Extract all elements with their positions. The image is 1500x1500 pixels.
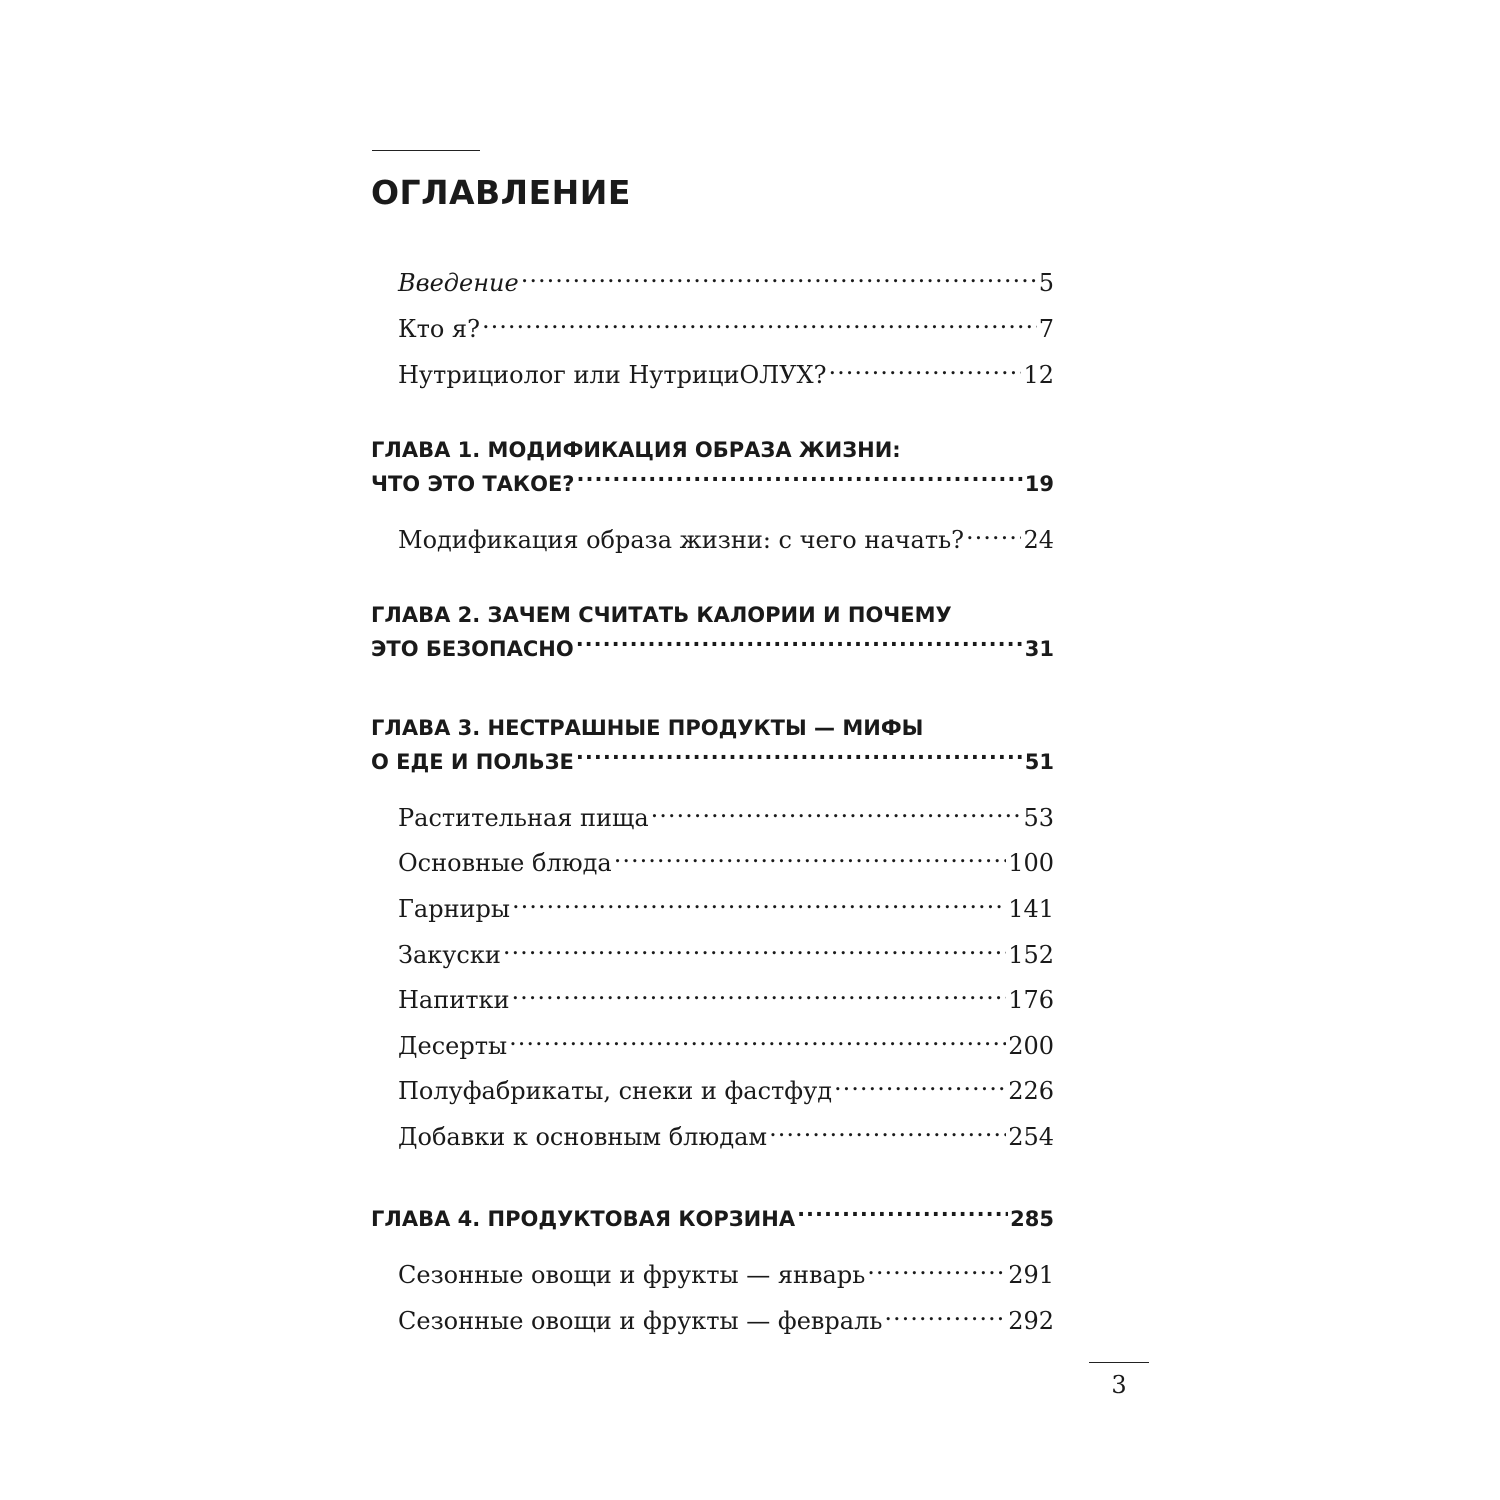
toc-entry-ch3-s3[interactable] [398,892,1054,926]
dot-leader [482,313,1037,337]
dot-leader [614,847,1007,871]
toc-entry-label: Напитки [398,986,510,1014]
toc-page-number: 292 [1008,1307,1054,1335]
toc-entry-ch4-s1[interactable] [398,1258,1054,1292]
toc-page-number: 12 [1023,361,1054,389]
toc-entry-ch3-s6[interactable] [398,1029,1054,1063]
toc-chapter-3[interactable] [371,745,1054,779]
dot-leader [828,359,1021,383]
toc-page-number: 285 [1010,1207,1054,1231]
toc-entry-label: Сезонные овощи и фрукты — январь [398,1261,866,1289]
dot-leader [512,984,1007,1008]
toc-entry-label: Нутрициолог или НутрициОЛУХ? [398,361,827,389]
toc-page-number: 5 [1038,269,1054,297]
page-title: ОГЛАВЛЕНИЕ [371,173,631,212]
toc-entry-label: Гарниры [398,895,511,923]
toc-chapter-label: ЭТО БЕЗОПАСНО [371,637,574,661]
dot-leader [509,1030,1006,1054]
toc-page-number: 176 [1008,986,1054,1014]
toc-page-number: 100 [1008,849,1054,877]
dot-leader [521,267,1037,291]
toc-entry-intro[interactable] [398,266,1054,300]
toc-page-number: 152 [1008,941,1054,969]
chapter-3-heading-line1[interactable]: ГЛАВА 3. НЕСТРАШНЫЕ ПРОДУКТЫ — МИФЫ [371,716,924,740]
toc-chapter-label: ГЛАВА 4. ПРОДУКТОВАЯ КОРЗИНА [371,1207,796,1231]
toc-entry-label: Сезонные овощи и фрукты — февраль [398,1307,883,1335]
toc-entry-label: Полуфабрикаты, снеки и фастфуд [398,1077,832,1105]
toc-entry-ch3-s5[interactable] [398,983,1054,1017]
dot-leader [503,939,1006,963]
toc-entry-ch1-s1[interactable] [398,523,1054,557]
dot-leader [966,524,1021,548]
chapter-1-heading-line1[interactable]: ГЛАВА 1. МОДИФИКАЦИЯ ОБРАЗА ЖИЗНИ: [371,438,901,462]
toc-entry-ch3-s2[interactable] [398,846,1054,880]
toc-entry-label: Введение [398,269,519,297]
dot-leader [884,1305,1006,1329]
dot-leader [651,802,1022,826]
toc-page-number: 7 [1038,315,1054,343]
toc-page-number: 53 [1023,804,1054,832]
toc-chapter-2[interactable] [371,632,1054,666]
toc-page-number: 200 [1008,1032,1054,1060]
dot-leader [512,893,1006,917]
page-number-folio: 3 [1111,1371,1127,1399]
toc-entry-label: Основные блюда [398,849,612,877]
toc-entry-label: Десерты [398,1032,508,1060]
toc-entry-label: Добавки к основным блюдам [398,1123,768,1151]
toc-page-number: 291 [1008,1261,1054,1289]
toc-entry-ch3-s7[interactable] [398,1074,1054,1108]
toc-entry-ch4-s2[interactable] [398,1304,1054,1338]
toc-entry-label: Растительная пища [398,804,649,832]
footer-rule [1089,1362,1149,1363]
toc-entry-nutritionist[interactable] [398,358,1054,392]
toc-entry-ch3-s8[interactable] [398,1120,1054,1154]
dot-leader [797,1205,1008,1226]
toc-page-number: 19 [1024,472,1054,496]
toc-entry-ch3-s4[interactable] [398,938,1054,972]
toc-entry-label: Закуски [398,941,501,969]
toc-page-number: 254 [1008,1123,1054,1151]
chapter-2-heading-line1[interactable]: ГЛАВА 2. ЗАЧЕМ СЧИТАТЬ КАЛОРИИ И ПОЧЕМУ [371,603,952,627]
dot-leader [576,635,1023,656]
toc-chapter-label: ЧТО ЭТО ТАКОЕ? [371,472,575,496]
toc-page-number: 31 [1024,637,1054,661]
toc-page-number: 51 [1024,750,1054,774]
toc-chapter-4[interactable] [371,1202,1054,1236]
dot-leader [834,1075,1006,1099]
dot-leader [769,1121,1006,1145]
dot-leader [867,1259,1006,1283]
dot-leader [576,748,1023,769]
toc-page-number: 24 [1023,526,1054,554]
toc-entry-ch3-s1[interactable] [398,801,1054,835]
toc-entry-who[interactable] [398,312,1054,346]
toc-chapter-1[interactable] [371,467,1054,501]
toc-page-number: 226 [1008,1077,1054,1105]
top-rule [372,150,480,151]
toc-page-number: 141 [1008,895,1054,923]
toc-entry-label: Модификация образа жизни: с чего начать? [398,526,965,554]
toc-chapter-label: О ЕДЕ И ПОЛЬЗЕ [371,750,574,774]
dot-leader [576,470,1022,491]
toc-entry-label: Кто я? [398,315,480,343]
